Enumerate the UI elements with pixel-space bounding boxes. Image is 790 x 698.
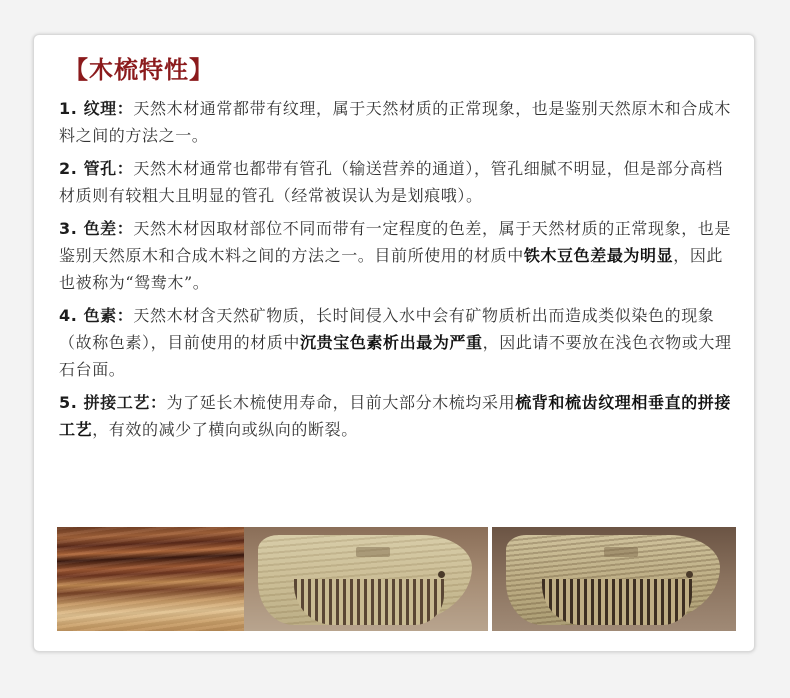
feature-splicing — [59, 389, 739, 443]
feature-text: 天然木材因取材部位不同而带有一定程度的色差，属于天然材质的正常现象，也是鉴别天然原木和合成木料之间的方法之一。目前所使用的材质中 — [59, 219, 731, 265]
feature-label: 4. 色素： — [59, 306, 134, 325]
comb-logo-mark — [356, 547, 390, 557]
feature-label: 2. 管孔： — [59, 159, 134, 178]
comb-photo-dark — [492, 527, 736, 631]
feature-color-difference — [59, 215, 739, 296]
feature-text: 天然木材含天然矿物质，长时间侵入水中会有矿物质析出而造成类似染色的现象（故称色素），目前使用的材质中 — [59, 306, 715, 352]
comb-teeth — [294, 579, 444, 625]
comb-logo-mark — [604, 547, 638, 557]
comb-shape — [506, 535, 720, 625]
feature-text: ，有效的减少了横向或纵向的断裂。 — [92, 420, 358, 439]
wood-grain-photo — [57, 527, 259, 631]
comb-shape — [258, 535, 472, 625]
feature-highlight: 铁木豆色差最为明显 — [523, 246, 674, 265]
feature-text: ，因此请不要放在浅色衣物或大理石台面。 — [59, 333, 732, 379]
feature-label: 5. 拼接工艺： — [59, 393, 167, 412]
feature-text: 天然木材通常都带有纹理，属于天然材质的正常现象，也是鉴别天然原木和合成木料之间的方法之一。 — [59, 99, 731, 145]
feature-pigment — [59, 302, 739, 383]
comb-hole — [438, 571, 445, 578]
comb-photo — [244, 527, 488, 631]
feature-highlight: 沉贵宝色素析出最为严重 — [300, 333, 483, 352]
feature-list — [59, 95, 739, 449]
feature-pores — [59, 155, 739, 209]
feature-label: 1. 纹理： — [59, 99, 134, 118]
feature-text: ，因此也被称为“鸳鸯木”。 — [59, 246, 724, 292]
feature-grain — [59, 95, 739, 149]
section-heading: 【木梳特性】 — [64, 55, 214, 84]
feature-text: 天然木材通常也都带有管孔（输送营养的通道），管孔细腻不明显，但是部分高档材质则有较粗大且明显的管孔（经常被误认为是划痕哦）。 — [59, 159, 723, 205]
feature-label: 3. 色差： — [59, 219, 134, 238]
comb-hole — [686, 571, 693, 578]
feature-text: 为了延长木梳使用寿命，目前大部分木梳均采用 — [166, 393, 516, 412]
comb-teeth — [542, 579, 692, 625]
feature-highlight: 梳背和梳齿纹理相垂直的拼接工艺 — [59, 393, 732, 439]
